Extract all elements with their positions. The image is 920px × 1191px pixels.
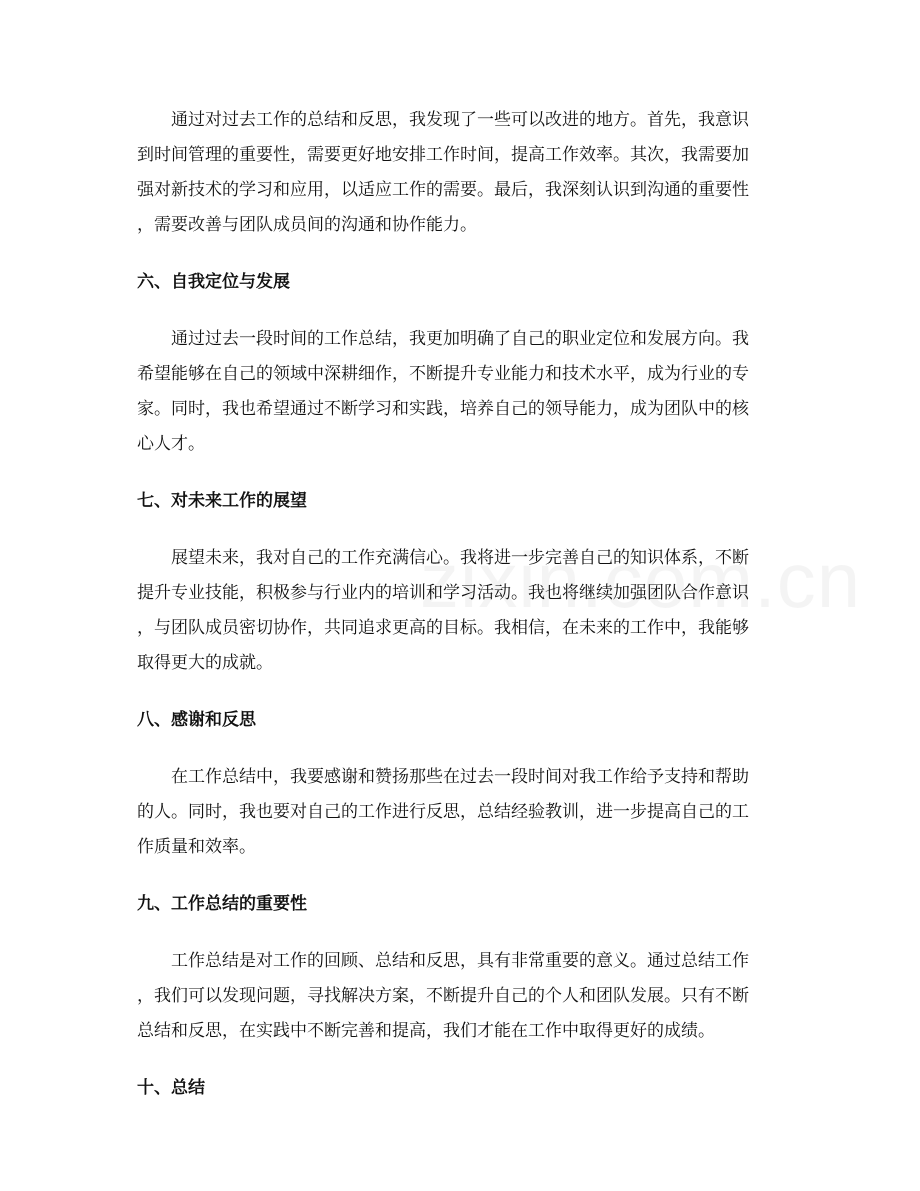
- section-heading-8: 八、感谢和反思: [137, 710, 256, 730]
- paragraph-line: 取得更大的成就。: [137, 653, 273, 673]
- paragraph-line: 通过对过去工作的总结和反思，我发现了一些可以改进的地方。首先，我意识: [171, 110, 749, 130]
- section-heading-7: 七、对未来工作的展望: [137, 491, 307, 511]
- document-body: [137, 103, 785, 1103]
- section-heading-6: 六、自我定位与发展: [137, 272, 290, 292]
- paragraph-line: 强对新技术的学习和应用，以适应工作的需要。最后，我深刻认识到沟通的重要性: [137, 180, 749, 200]
- paragraph-line: 提升专业技能，积极参与行业内的培训和学习活动。我也将继续加强团队合作意识: [137, 583, 749, 603]
- paragraph-line: 在工作总结中，我要感谢和赞扬那些在过去一段时间对我工作给予支持和帮助: [171, 767, 749, 787]
- paragraph-line: ，与团队成员密切协作，共同追求更高的目标。我相信，在未来的工作中，我能够: [137, 618, 749, 638]
- paragraph-thanks-reflection: [137, 760, 785, 865]
- paragraph-line: 希望能够在自己的领域中深耕细作，不断提升专业能力和技术水平，成为行业的专: [137, 364, 749, 384]
- paragraph-line: 工作总结是对工作的回顾、总结和反思，具有非常重要的意义。通过总结工作: [171, 951, 749, 971]
- paragraph-self-positioning: [137, 322, 785, 462]
- section-heading-10: 十、总结: [137, 1078, 205, 1098]
- paragraph-line: ，我们可以发现问题，寻找解决方案，不断提升自己的个人和团队发展。只有不断: [137, 986, 749, 1006]
- paragraph-line: 作质量和效率。: [137, 837, 256, 857]
- paragraph-line: 到时间管理的重要性，需要更好地安排工作时间，提高工作效率。其次，我需要加: [137, 145, 749, 165]
- paragraph-line: 展望未来，我对自己的工作充满信心。我将进一步完善自己的知识体系，不断: [171, 548, 749, 568]
- paragraph-importance: [137, 944, 785, 1049]
- section-heading-9: 九、工作总结的重要性: [137, 894, 307, 914]
- paragraph-line: 的人。同时，我也要对自己的工作进行反思，总结经验教训，进一步提高自己的工: [137, 802, 749, 822]
- paragraph-future-outlook: [137, 541, 785, 681]
- paragraph-improvements: [137, 103, 785, 243]
- paragraph-line: 总结和反思，在实践中不断完善和提高，我们才能在工作中取得更好的成绩。: [137, 1021, 715, 1041]
- paragraph-line: ，需要改善与团队成员间的沟通和协作能力。: [137, 215, 477, 235]
- paragraph-line: 家。同时，我也希望通过不断学习和实践，培养自己的领导能力，成为团队中的核: [137, 399, 749, 419]
- paragraph-line: 通过过去一段时间的工作总结，我更加明确了自己的职业定位和发展方向。我: [171, 329, 749, 349]
- paragraph-line: 心人才。: [137, 434, 205, 454]
